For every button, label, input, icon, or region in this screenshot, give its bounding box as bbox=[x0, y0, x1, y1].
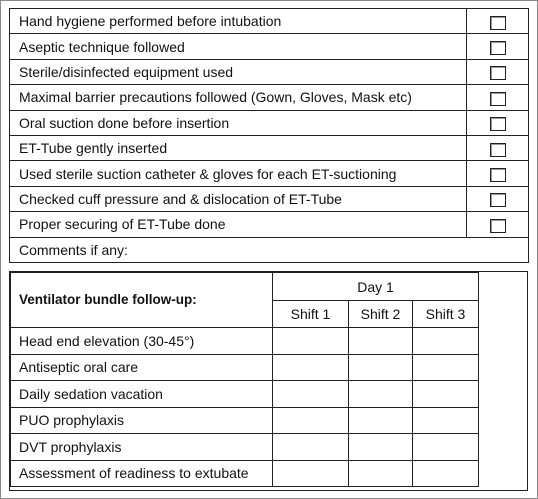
shift-cell[interactable] bbox=[413, 381, 479, 408]
shift-cell[interactable] bbox=[413, 354, 479, 381]
checklist-row bbox=[10, 85, 529, 110]
bundle-item-label: Head end elevation (30-45°) bbox=[11, 328, 273, 355]
shift-header: Shift 1 bbox=[273, 301, 349, 328]
shift-cell[interactable] bbox=[273, 354, 349, 381]
checklist-row bbox=[10, 135, 529, 160]
checkbox[interactable] bbox=[490, 117, 506, 131]
checklist-row bbox=[10, 110, 529, 135]
checklist-item-label: Maximal barrier precautions followed (Gown, Gloves, Mask etc) bbox=[10, 85, 467, 110]
checklist-row bbox=[10, 186, 529, 211]
followup-box bbox=[9, 271, 528, 491]
checkbox[interactable] bbox=[490, 16, 506, 30]
checklist-item-label: Sterile/disinfected equipment used bbox=[10, 59, 467, 84]
checkbox[interactable] bbox=[490, 168, 506, 182]
checklist-item-label: Aseptic technique followed bbox=[10, 34, 467, 59]
checklist-row bbox=[10, 9, 529, 34]
checklist-row bbox=[10, 34, 529, 59]
shift-cell[interactable] bbox=[349, 407, 413, 434]
bundle-item-label: PUO prophylaxis bbox=[11, 407, 273, 434]
followup-title: Ventilator bundle follow-up: bbox=[11, 273, 273, 328]
shift-cell[interactable] bbox=[413, 434, 479, 461]
bundle-item-label: Antiseptic oral care bbox=[11, 354, 273, 381]
shift-cell[interactable] bbox=[273, 434, 349, 461]
shift-cell[interactable] bbox=[349, 434, 413, 461]
checkbox[interactable] bbox=[490, 219, 506, 233]
checklist-row bbox=[10, 212, 529, 237]
shift-cell[interactable] bbox=[273, 381, 349, 408]
checkbox[interactable] bbox=[490, 92, 506, 106]
checklist-item-label: ET-Tube gently inserted bbox=[10, 135, 467, 160]
shift-cell[interactable] bbox=[349, 381, 413, 408]
shift-cell[interactable] bbox=[273, 328, 349, 355]
checkbox[interactable] bbox=[490, 66, 506, 80]
checklist-item-label: Proper securing of ET-Tube done bbox=[10, 212, 467, 237]
shift-cell[interactable] bbox=[349, 354, 413, 381]
bundle-row bbox=[11, 354, 479, 381]
shift-cell[interactable] bbox=[273, 460, 349, 487]
shift-header: Shift 2 bbox=[349, 301, 413, 328]
bundle-item-label: Daily sedation vacation bbox=[11, 381, 273, 408]
checklist-row bbox=[10, 59, 529, 84]
checklist-item-label: Used sterile suction catheter & gloves for each ET-suctioning bbox=[10, 161, 467, 186]
checkbox[interactable] bbox=[490, 143, 506, 157]
intubation-checklist-table bbox=[9, 8, 529, 263]
shift-cell[interactable] bbox=[413, 407, 479, 434]
shift-cell[interactable] bbox=[349, 328, 413, 355]
shift-cell[interactable] bbox=[349, 460, 413, 487]
checklist-item-label: Checked cuff pressure and & dislocation of ET-Tube bbox=[10, 186, 467, 211]
comments-field[interactable]: Comments if any: bbox=[10, 237, 529, 262]
checkbox[interactable] bbox=[490, 41, 506, 55]
checkbox[interactable] bbox=[490, 193, 506, 207]
bundle-item-label: Assessment of readiness to extubate bbox=[11, 460, 273, 487]
shift-header: Shift 3 bbox=[413, 301, 479, 328]
shift-cell[interactable] bbox=[413, 460, 479, 487]
bundle-row bbox=[11, 328, 479, 355]
shift-cell[interactable] bbox=[273, 407, 349, 434]
comments-row bbox=[10, 237, 529, 262]
day-header: Day 1 bbox=[273, 273, 479, 301]
bundle-row bbox=[11, 381, 479, 408]
checklist-item-label: Oral suction done before insertion bbox=[10, 110, 467, 135]
bundle-row bbox=[11, 407, 479, 434]
bundle-row bbox=[11, 460, 479, 487]
checklist-item-label: Hand hygiene performed before intubation bbox=[10, 9, 467, 34]
bundle-row bbox=[11, 434, 479, 461]
checklist-row bbox=[10, 161, 529, 186]
shift-cell[interactable] bbox=[413, 328, 479, 355]
header-row bbox=[11, 273, 479, 301]
bundle-item-label: DVT prophylaxis bbox=[11, 434, 273, 461]
ventilator-bundle-table bbox=[10, 272, 479, 487]
